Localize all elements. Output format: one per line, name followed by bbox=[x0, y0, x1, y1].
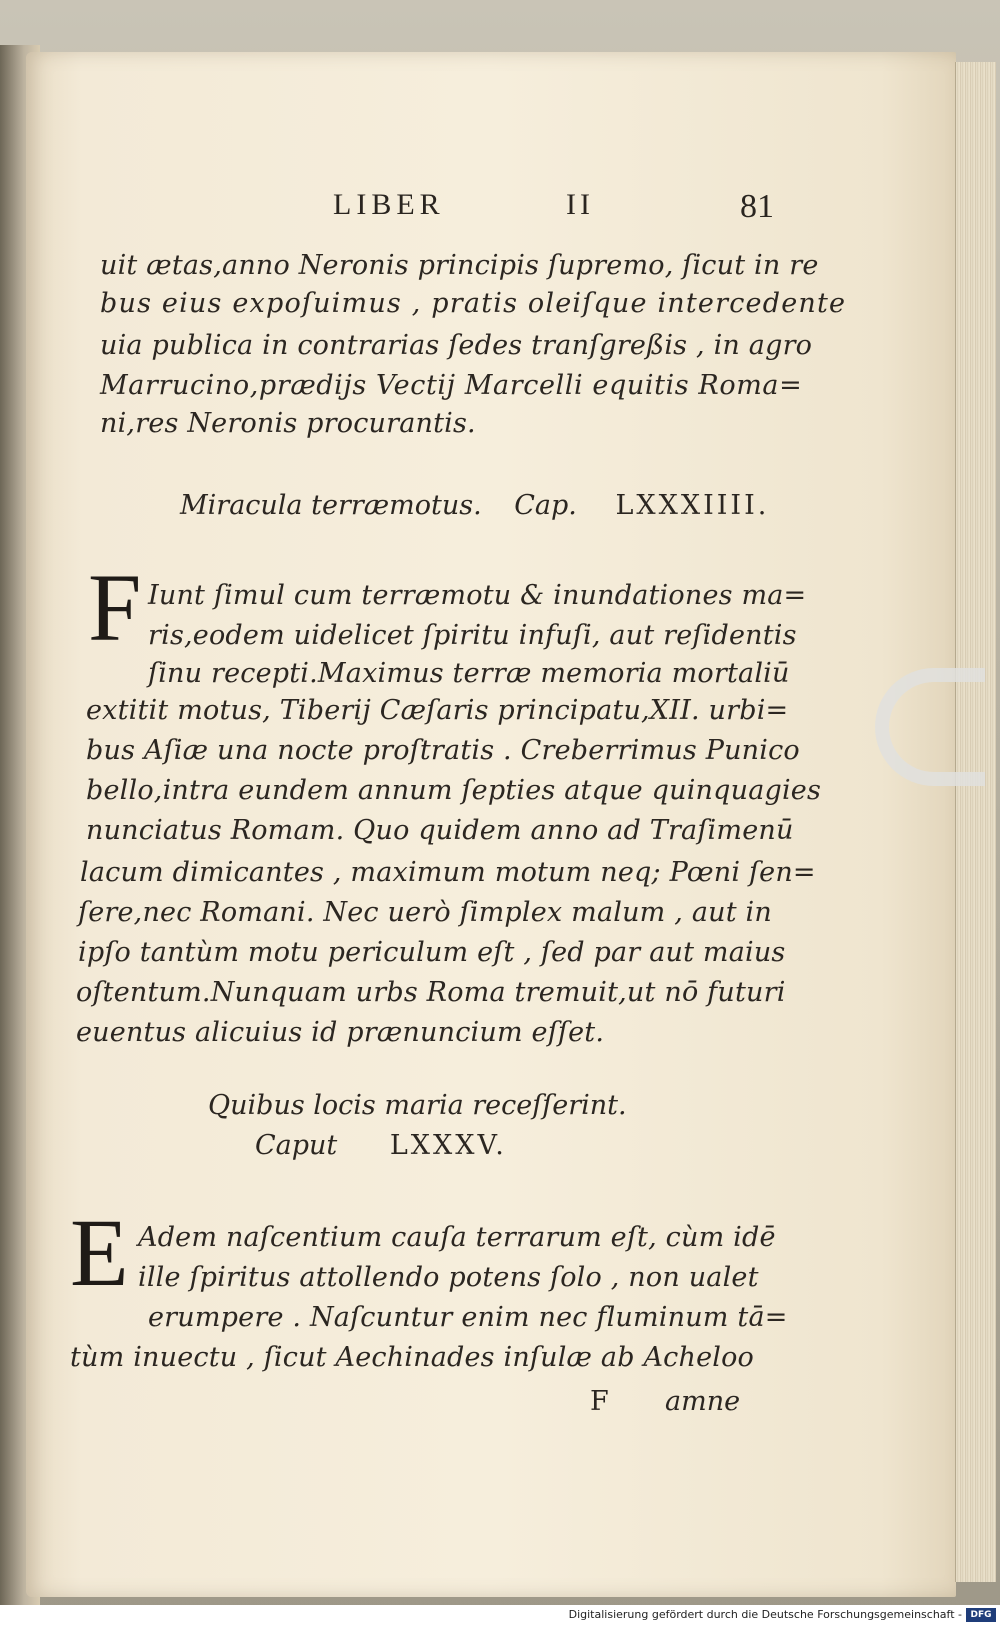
text-line: bello,intra eundem annum ſepties atque quinquagies bbox=[86, 775, 822, 806]
dfg-logo: DFG bbox=[966, 1608, 996, 1622]
text-line: ille ſpiritus attollendo potens ſolo , non ualet bbox=[138, 1262, 759, 1293]
chapter-title: Quibus locis maria receſſerint. bbox=[208, 1090, 627, 1121]
text-line: Marrucino,prædijs Vectij Marcelli equitis Roma= bbox=[100, 370, 803, 401]
text-line: ipſo tantùm motu periculum eſt , ſed par aut maius bbox=[78, 937, 786, 968]
running-head-book: LIBER bbox=[333, 188, 445, 221]
text-line: tùm inuectu , ſicut Aechinades inſulæ ab Acheloo bbox=[70, 1342, 755, 1373]
text-line: uit ætas,anno Neronis principis ſupremo, ſicut in re bbox=[100, 250, 819, 281]
text-line: ni,res Neronis procurantis. bbox=[100, 408, 476, 439]
chapter-number: LXXXIIII. bbox=[615, 490, 770, 521]
text-line: euentus alicuius id prænuncium eſſet. bbox=[76, 1017, 605, 1048]
text-line: ſere,nec Romani. Nec uerò ſimplex malum , aut in bbox=[78, 897, 772, 928]
text-line: bus eius expoſuimus , pratis oleiſque intercedente bbox=[100, 288, 847, 319]
chapter-number: LXXXV. bbox=[389, 1130, 507, 1161]
drop-cap-initial: E bbox=[70, 1199, 129, 1306]
text-line: ſinu recepti.Maximus terræ memoria mortaliū bbox=[148, 658, 790, 689]
signature-mark: F bbox=[590, 1386, 609, 1417]
drop-cap-initial: F bbox=[88, 554, 142, 661]
running-head-number: II bbox=[566, 188, 594, 221]
running-head bbox=[0, 188, 1000, 228]
footer-credit: Digitalisierung gefördert durch die Deutsche Forschungsgemeinschaft - bbox=[568, 1608, 962, 1621]
chapter-title: Miracula terræmotus. bbox=[180, 490, 482, 521]
chapter-cap-label: Caput bbox=[255, 1130, 338, 1161]
digitization-footer bbox=[0, 1605, 1000, 1625]
text-line: erumpere . Naſcuntur enim nec fluminum tā= bbox=[148, 1302, 788, 1333]
text-line: bus Aſiæ una nocte proſtratis . Creberrimus Punico bbox=[86, 735, 800, 766]
text-line: lacum dimicantes , maximum motum neq; Pœni ſen= bbox=[80, 857, 816, 888]
text-line: nunciatus Romam. Quo quidem anno ad Traſimenū bbox=[86, 815, 794, 846]
text-line: Adem naſcentium cauſa terrarum eſt, cùm idē bbox=[138, 1222, 776, 1253]
text-line: ris,eodem uidelicet ſpiritu infuſi, aut reſidentis bbox=[148, 620, 797, 651]
text-line: uia publica in contrarias ſedes tranſgreßis , in agro bbox=[100, 330, 813, 361]
page-number: 81 bbox=[740, 188, 774, 225]
page-clip bbox=[875, 668, 985, 786]
catchword: amne bbox=[665, 1386, 741, 1417]
page-stack-edges bbox=[955, 62, 996, 1582]
text-line: extitit motus, Tiberij Cæſaris principatu,XII. urbi= bbox=[86, 695, 789, 726]
chapter-heading-84 bbox=[180, 490, 769, 521]
text-line: oſtentum.Nunquam urbs Roma tremuit,ut nō futuri bbox=[76, 977, 786, 1008]
chapter-heading-85 bbox=[255, 1130, 507, 1161]
chapter-cap-label: Cap. bbox=[514, 490, 577, 521]
text-line: Iunt ſimul cum terræmotu & inundationes ma= bbox=[148, 580, 807, 611]
